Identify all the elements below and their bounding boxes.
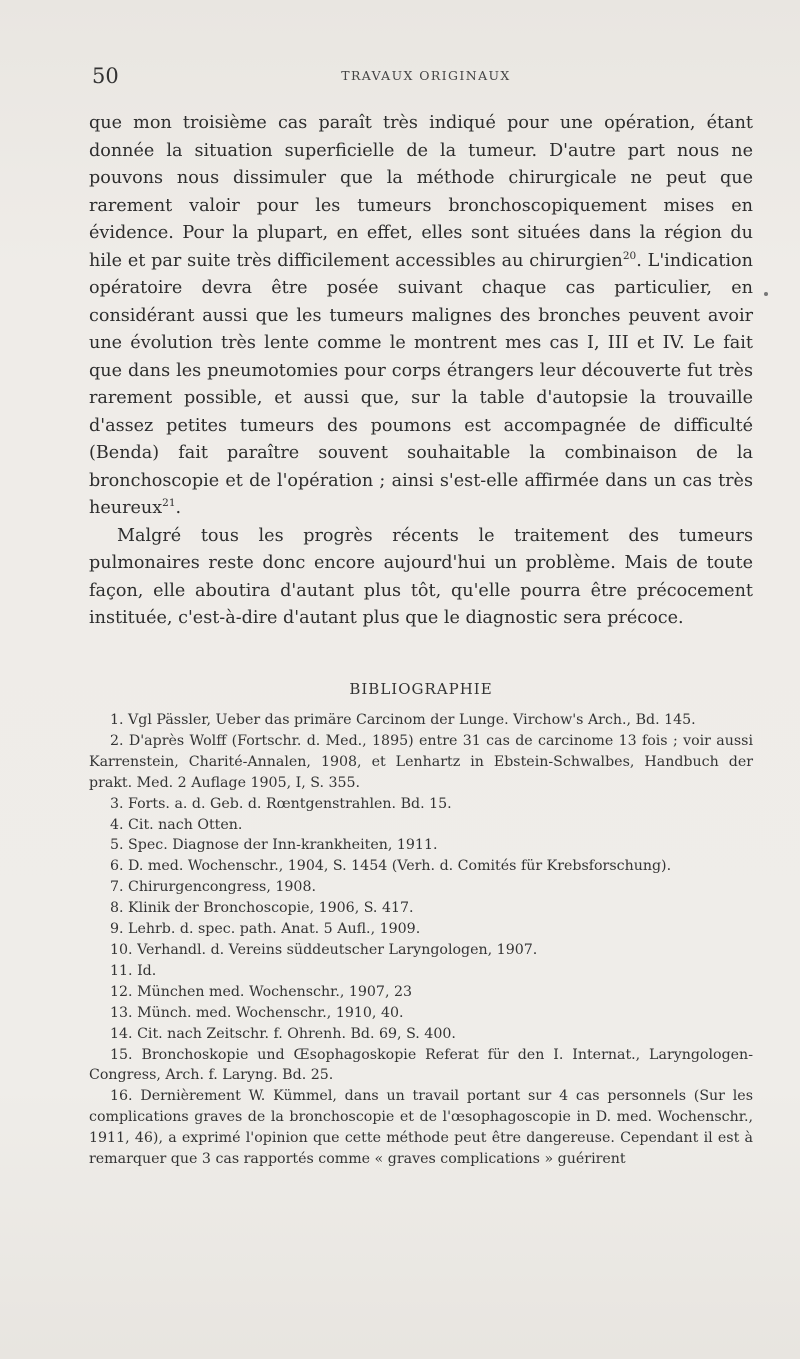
- bibliography-entry: 14. Cit. nach Zeitschr. f. Ohrenh. Bd. 69, S. 400.: [110, 1025, 456, 1042]
- page-header: [92, 64, 760, 90]
- paper-speck: [764, 292, 768, 296]
- bibliography-entry: 12. München med. Wochenschr., 1907, 23: [110, 983, 413, 1000]
- bibliography-entry: 10. Verhandl. d. Vereins süddeutscher Laryngologen, 1907.: [110, 941, 538, 958]
- bibliography-list: [89, 710, 753, 1170]
- bibliography-entry: 15. Bronchoskopie und Œsophagoskopie Referat für den I. Internat., Laryngologen-Congress, Arch. f. Laryng. Bd. 25.: [89, 1046, 753, 1084]
- paragraph-1-text-a: que mon troisième cas paraît très indiqué pour une opération, étant donnée la situation superficielle de la tumeur. D'autre part nous ne pouvons nous dissimuler que la méthode chirurgicale ne peut que rarement valoir pour les tumeurs bronchoscopiquement mises en évidence. Pour la plupart, en effet, elles sont situées dans la région du hile et par suite très difficilement accessibles au chirurgien: [89, 113, 753, 271]
- bibliography-entry: 3. Forts. a. d. Geb. d. Rœntgenstrahlen. Bd. 15.: [110, 795, 452, 812]
- paragraph-1-text-b: . L'indication opératoire devra être posée suivant chaque cas particulier, en considérant aussi que les tumeurs malignes des bronches peuvent avoir une évolution très lente comme le montrent mes cas I, III et IV. Le fait que dans les pneumotomies pour corps étrangers leur découverte fut très rarement possible, et aussi que, sur la table d'autopsie la trouvaille d'assez petites tumeurs des poumons est accompagnée de difficulté (Benda) fait paraître souvent souhaitable la combinaison de la bronchoscopie et de l'opération ; ainsi s'est-elle affirmée dans un cas très heureux: [89, 250, 753, 518]
- footnote-ref-20: 20: [622, 249, 637, 262]
- bibliography-entry: 2. D'après Wolff (Fortschr. d. Med., 1895) entre 31 cas de carcinome 13 fois ; voir aussi Karrenstein, Charité-Annalen, 1908, et Lenhartz in Ebstein-Schwalbes, Handbuch der prakt. Med. 2 Auflage 1905, I, S. 355.: [89, 732, 753, 791]
- bibliography-entry: 8. Klinik der Bronchoscopie, 1906, S. 417.: [110, 900, 414, 917]
- bibliography-entry: 16. Dernièrement W. Kümmel, dans un travail portant sur 4 cas personnels (Sur les complications graves de la bronchoscopie et de l'œsophagoscopie in D. med. Wochenschr., 1911, 46), a exprimé l'opinion que cette méthode peut être dangereuse. Cependant il est à remarquer que 3 cas rapportés comme « graves complications » guérirent: [89, 1088, 753, 1168]
- bibliography-entry: 9. Lehrb. d. spec. path. Anat. 5 Aufl., 1909.: [110, 921, 421, 938]
- bibliography-entry: 5. Spec. Diagnose der Inn-krankheiten, 1911.: [110, 837, 438, 854]
- footnote-ref-21: 21: [162, 497, 176, 510]
- page-number: 50: [92, 64, 119, 88]
- bibliography-entry: 4. Cit. nach Otten.: [110, 816, 243, 833]
- bibliography-entry: 6. D. med. Wochenschr., 1904, S. 1454 (Verh. d. Comités für Krebsforschung).: [110, 858, 672, 875]
- bibliography-entry: 11. Id.: [110, 962, 157, 979]
- bibliography-entry: 1. Vgl Pässler, Ueber das primäre Carcinom der Lunge. Virchow's Arch., Bd. 145.: [110, 712, 696, 728]
- paragraph-1: [89, 110, 753, 523]
- bibliography-entry: 13. Münch. med. Wochenschr., 1910, 40.: [110, 1004, 404, 1021]
- running-title: TRAVAUX ORIGINAUX: [341, 68, 511, 83]
- paragraph-2: Malgré tous les progrès récents le traitement des tumeurs pulmonaires reste donc encore aujourd'hui un problème. Mais de toute façon, elle aboutira d'autant plus tôt, qu'elle pourra être précocement instituée, c'est-à-dire d'autant plus que le diagnostic sera précoce.: [89, 525, 753, 628]
- paragraph-1-text-c: .: [175, 498, 182, 518]
- bibliography-title: BIBLIOGRAPHIE: [349, 680, 493, 698]
- bibliography-entry: 7. Chirurgencongress, 1908.: [110, 879, 316, 896]
- bibliography: [89, 680, 753, 1170]
- body-text: [89, 110, 753, 633]
